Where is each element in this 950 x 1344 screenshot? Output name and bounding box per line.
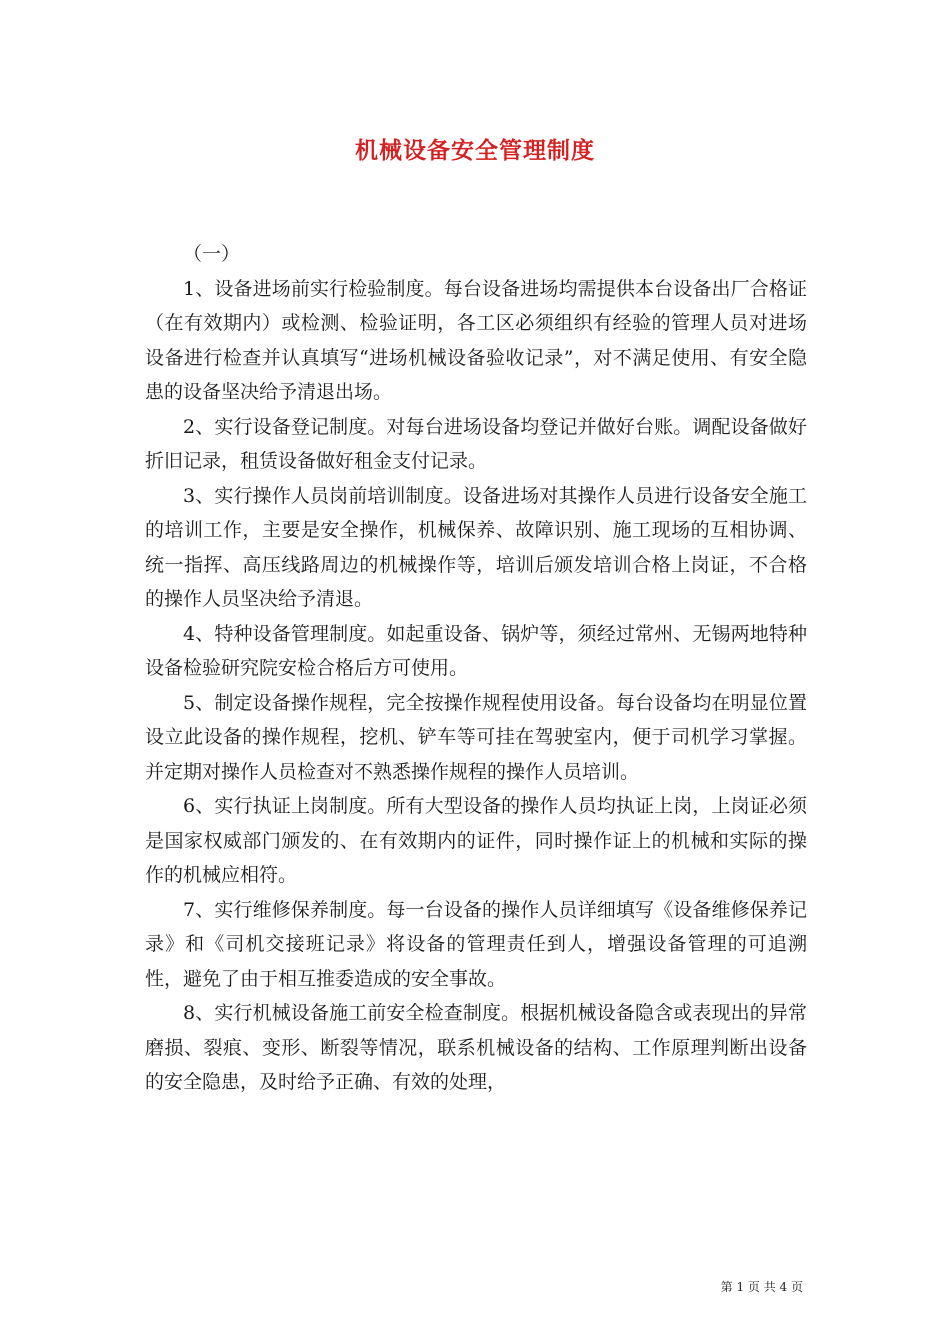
paragraph-4: 4、特种设备管理制度。如起重设备、锅炉等，须经过常州、无锡两地特种设备检验研究院安检合格后方可使用。 [145, 622, 807, 679]
paragraph-8: 8、实行机械设备施工前安全检查制度。根据机械设备隐含或表现出的异常磨损、裂痕、变形、断裂等情况，联系机械设备的结构、工作原理判断出设备的安全隐患，及时给予正确、有效的处理， [145, 1002, 807, 1093]
document-body [145, 237, 807, 1100]
paragraph-7: 7、实行维修保养制度。每一台设备的操作人员详细填写《设备维修保养记录》和《司机交接班记录》将设备的管理责任到人，增强设备管理的可追溯性，避免了由于相互推委造成的安全事故。 [145, 898, 807, 990]
document-title: 机械设备安全管理制度 [355, 137, 595, 164]
paragraph-2: 2、实行设备登记制度。对每台进场设备均登记并做好台账。调配设备做好折旧记录，租赁设备做好租金支付记录。 [145, 415, 807, 472]
paragraph-1: 1、设备进场前实行检验制度。每台设备进场均需提供本台设备出厂合格证（在有效期内）或检测、检验证明，各工区必须组织有经验的管理人员对进场设备进行检查并认真填写“进场机械设备验收记录”，对不满足使用、有安全隐患的设备坚决给予清退出场。 [145, 277, 807, 403]
paragraph-5: 5、制定设备操作规程，完全按操作规程使用设备。每台设备均在明显位置设立此设备的操作规程，挖机、铲车等可挂在驾驶室内，便于司机学习掌握。并定期对操作人员检查对不熟悉操作规程的操作人员培训。 [145, 691, 807, 783]
page-number: 第 1 页 共 4 页 [720, 1280, 803, 1294]
paragraph-6: 6、实行执证上岗制度。所有大型设备的操作人员均执证上岗，上岗证必须是国家权威部门颁发的、在有效期内的证件，同时操作证上的机械和实际的操作的机械应相符。 [145, 795, 807, 886]
section-label: （一） [183, 243, 241, 265]
paragraph-3: 3、实行操作人员岗前培训制度。设备进场对其操作人员进行设备安全施工的培训工作，主要是安全操作，机械保养、故障识别、施工现场的互相协调、统一指挥、高压线路周边的机械操作等，培训后颁发培训合格上岗证，不合格的操作人员坚决给予清退。 [145, 484, 807, 610]
